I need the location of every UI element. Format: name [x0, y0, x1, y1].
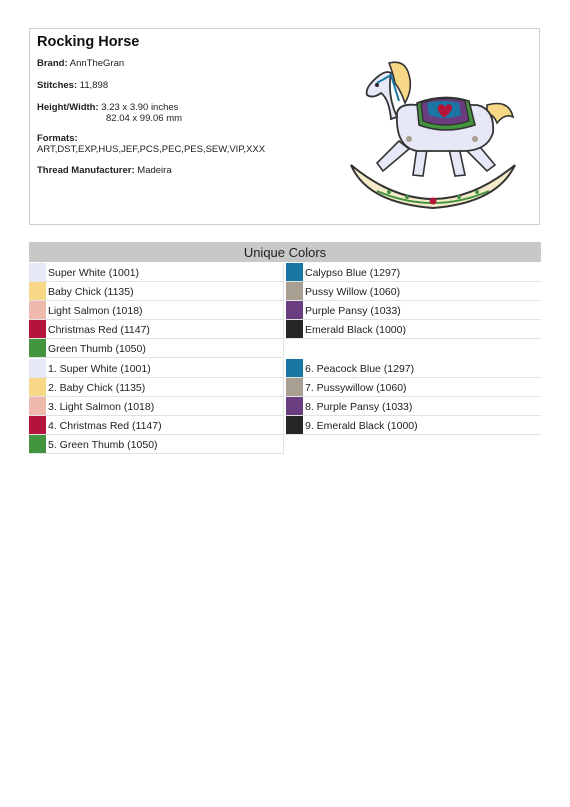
color-row — [286, 282, 541, 301]
sequence-label: 1. Super White (1001) — [48, 363, 151, 375]
sequence-label: 9. Emerald Black (1000) — [305, 420, 418, 432]
color-label: Light Salmon (1018) — [48, 305, 143, 317]
sequence-row — [286, 359, 541, 378]
color-swatch — [286, 301, 303, 319]
thread-manufacturer-value: Madeira — [137, 165, 172, 176]
color-swatch — [29, 263, 46, 281]
color-label: Green Thumb (1050) — [48, 343, 146, 355]
sequence-row — [286, 378, 541, 397]
color-swatch — [286, 397, 303, 415]
color-row — [29, 320, 284, 339]
color-label: Pussy Willow (1060) — [305, 286, 401, 298]
color-row — [29, 263, 284, 282]
height-width-label: Height/Width: — [37, 102, 99, 113]
color-label: Emerald Black (1000) — [305, 324, 406, 336]
sequence-label: 3. Light Salmon (1018) — [48, 401, 155, 413]
color-row — [29, 301, 284, 320]
stitches-label: Stitches: — [37, 80, 78, 91]
color-row — [29, 282, 284, 301]
rocking-horse-image — [347, 43, 519, 213]
stitches-value: 11,898 — [79, 80, 109, 91]
color-swatch — [29, 320, 46, 338]
height-width-mm: 82.04 x 99.06 mm — [106, 113, 183, 124]
color-swatch — [286, 359, 303, 377]
thread-manufacturer-label: Thread Manufacturer: — [37, 165, 135, 176]
color-swatch — [29, 339, 46, 357]
brand-field — [37, 58, 124, 69]
sequence-label: 4. Christmas Red (1147) — [48, 420, 162, 432]
color-row — [29, 339, 284, 358]
color-label: Christmas Red (1147) — [48, 324, 150, 336]
design-info-card — [29, 28, 540, 225]
color-label: Calypso Blue (1297) — [305, 267, 401, 279]
sequence-row — [29, 435, 284, 454]
color-swatch — [286, 378, 303, 396]
height-width-field — [37, 102, 182, 124]
sequence-label: 8. Purple Pansy (1033) — [305, 401, 413, 413]
color-label: Super White (1001) — [48, 267, 140, 279]
color-swatch — [29, 397, 46, 415]
color-row — [286, 320, 541, 339]
color-row — [286, 301, 541, 320]
thread-manufacturer-field — [37, 165, 172, 176]
formats-value: ART,DST,EXP,HUS,JEF,PCS,PEC,PES,SEW,VIP,XXX — [37, 144, 266, 155]
sequence-label: 2. Baby Chick (1135) — [48, 382, 146, 394]
brand-label: Brand: — [37, 58, 68, 69]
height-width-inches: 3.23 x 3.90 inches — [101, 102, 179, 113]
color-swatch — [29, 282, 46, 300]
color-label: Baby Chick (1135) — [48, 286, 134, 298]
sequence-label: 6. Peacock Blue (1297) — [305, 363, 415, 375]
color-row — [286, 263, 541, 282]
sequence-label: 5. Green Thumb (1050) — [48, 439, 158, 451]
sequence-row — [286, 416, 541, 435]
color-swatch — [286, 263, 303, 281]
color-swatch — [286, 320, 303, 338]
color-swatch — [286, 282, 303, 300]
sequence-row — [29, 397, 284, 416]
sequence-row — [29, 416, 284, 435]
color-swatch — [29, 301, 46, 319]
color-swatch — [29, 378, 46, 396]
sequence-label: 7. Pussywillow (1060) — [305, 382, 407, 394]
color-swatch — [29, 416, 46, 434]
sequence-row — [29, 359, 284, 378]
color-swatch — [286, 416, 303, 434]
formats-label: Formats: — [37, 133, 78, 144]
formats-field — [37, 133, 265, 155]
unique-colors-heading: Unique Colors — [29, 242, 541, 262]
color-label: Purple Pansy (1033) — [305, 305, 401, 317]
sequence-row — [286, 397, 541, 416]
brand-value: AnnTheGran — [69, 58, 125, 69]
design-title: Rocking Horse — [37, 34, 140, 50]
stitches-field — [37, 80, 108, 91]
color-swatch — [29, 435, 46, 453]
color-swatch — [29, 359, 46, 377]
sequence-row — [29, 378, 284, 397]
